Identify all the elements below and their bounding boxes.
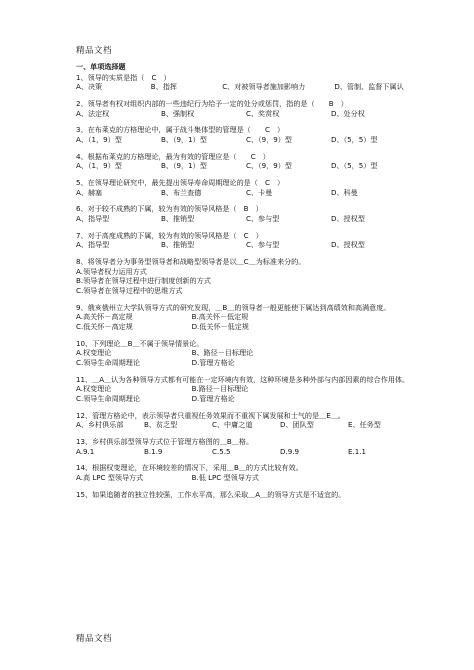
option: A.权变理论: [76, 348, 112, 358]
option: A、（1，9）型: [76, 134, 122, 144]
question-6: [76, 204, 416, 223]
option: A、指导型: [76, 240, 110, 250]
question-10: [76, 339, 416, 368]
option: B、（9，1）型: [161, 134, 207, 144]
option: C、中庸之道: [212, 420, 253, 430]
option: B.领导者在领导过程中进行制度创新的方式: [76, 276, 211, 286]
question-text: 15、如果追随者的独立性较强，工作水平高，那么采取＿A＿的领导方式是不适宜的。: [76, 489, 346, 499]
option: C.低关怀－高定规: [76, 321, 133, 331]
option: D、授权型: [331, 240, 365, 250]
option: D、授权型: [331, 214, 365, 224]
option: A.权变理论: [76, 384, 112, 394]
option: B.高关怀－低定规: [191, 312, 249, 322]
question-3: [76, 125, 416, 144]
option: C.领导生命周期理论: [76, 357, 140, 367]
option: C、参与型: [246, 214, 280, 224]
question-text: 8、将领导者分为事务型领导者和战略型领导者是以＿C＿为标准来分的。: [76, 257, 306, 267]
page-footer: 精品文档: [76, 634, 113, 644]
option: C、对被领导者施加影响力: [222, 82, 306, 92]
option: A.高 LPC 型领导方式: [76, 473, 144, 483]
option: B、指挥: [150, 82, 177, 92]
option: B.路径－目标理论: [191, 384, 249, 394]
question-8: [76, 257, 416, 295]
question-2: [76, 99, 416, 118]
option: D、管制、监督下属认: [334, 82, 404, 92]
option: B、布兰查德: [161, 187, 202, 197]
question-text: 9、俄亥俄州立大学队领导方式的研究发现，＿B＿的领导者一般更能使下属达到高绩效和高满意度。: [76, 302, 391, 312]
question-1: [76, 73, 416, 92]
question-text: 1、领导的实质是指（ C ）: [76, 72, 171, 82]
question-text: 6、对于较不成熟的下属，较为有效的领导风格是（ B ）: [76, 204, 263, 214]
question-4: [76, 152, 416, 171]
option: D.低关怀－低定规: [191, 321, 249, 331]
option: A、法定权: [76, 108, 110, 118]
option: B、（9，1）型: [161, 161, 207, 171]
option: D.管理方格论: [191, 393, 235, 403]
option: C、卡曼: [246, 187, 273, 197]
document-body: [76, 62, 416, 507]
option: C.领导者在领导过程中的思维方式: [76, 286, 183, 295]
question-7: [76, 231, 416, 250]
section-title: 一、单项选择题: [76, 62, 126, 71]
question-14: [76, 463, 416, 482]
option: C、参与型: [246, 240, 280, 250]
question-text: 7、对于高度成熟的下属，较为有效的领导风格是（ C ）: [76, 230, 263, 240]
option: A.领导者权力运用方式: [76, 266, 147, 276]
question-text: 13、乡村俱乐部型领导方式位于管理方格图的＿B＿格。: [76, 437, 254, 447]
option: C.5.5: [212, 446, 231, 456]
option: D、处分权: [331, 108, 365, 118]
option: E、任务型: [348, 420, 381, 430]
question-13: [76, 437, 416, 456]
option: A、（1，9）型: [76, 161, 122, 171]
option: B、推销型: [161, 214, 195, 224]
option: D、（5，5）型: [331, 161, 378, 171]
option: D、（5，5）型: [331, 134, 378, 144]
question-12: [76, 411, 416, 430]
option: D、科曼: [331, 187, 358, 197]
option: E.1.1: [348, 446, 367, 456]
question-text: 11、＿A＿认为各种领导方式都有可能在一定环境内有效，这种环境是多种外部与内部因素的综合作用体。: [76, 374, 410, 384]
question-11: [76, 375, 416, 404]
option: A.9.1: [76, 446, 95, 456]
question-text: 4、根据布莱克的方格理论，最为有效的管理应是（ C ）: [76, 151, 270, 161]
question-5: [76, 178, 416, 197]
option: A、指导型: [76, 214, 110, 224]
option: B、强制权: [161, 108, 195, 118]
option: B、路径－目标理论: [191, 348, 254, 358]
option: D.9.9: [280, 446, 299, 456]
option: A、乡村俱乐部: [76, 420, 124, 430]
option: D、团队型: [280, 420, 314, 430]
option: C、（9，9）型: [246, 161, 292, 171]
option: C.领导生命周期理论: [76, 393, 140, 403]
page-header: 精品文档: [76, 46, 113, 56]
question-9: [76, 303, 416, 332]
option: B、贫乏型: [144, 420, 178, 430]
option: A、赫塞: [76, 187, 103, 197]
option: B、推销型: [161, 240, 195, 250]
option: D.管理方格论: [191, 357, 235, 367]
option: B.1.9: [144, 446, 163, 456]
question-text: 10、下列理论＿B＿不属于领导情景论。: [76, 338, 204, 348]
option: C、奖赏权: [246, 108, 280, 118]
option: A.高关怀－高定规: [76, 312, 133, 322]
question-text: 14、根据权变理论，在环境较差的情况下，采用＿B＿的方式比较有效。: [76, 463, 303, 473]
option: C、（9，9）型: [246, 134, 292, 144]
option: B.低 LPC 型领导方式: [191, 473, 259, 483]
question-text: 2、领导者有权对组织内部的一些违纪行为给予一定的处分或惩罚，指的是（ B ）: [76, 98, 348, 108]
question-text: 12、管理方格论中，表示领导者只重视任务效果而不重视下属发展和士气的是＿E＿。: [76, 410, 345, 420]
question-text: 3、在布莱克的方格理论中，属于战斗集体型的管理是（ C ）: [76, 125, 285, 135]
option: A、决策: [76, 82, 103, 92]
question-text: 5、在领导理论研究中，最先提出领导寿命周期理论的是（ C ）: [76, 178, 285, 188]
question-15: [76, 490, 416, 500]
